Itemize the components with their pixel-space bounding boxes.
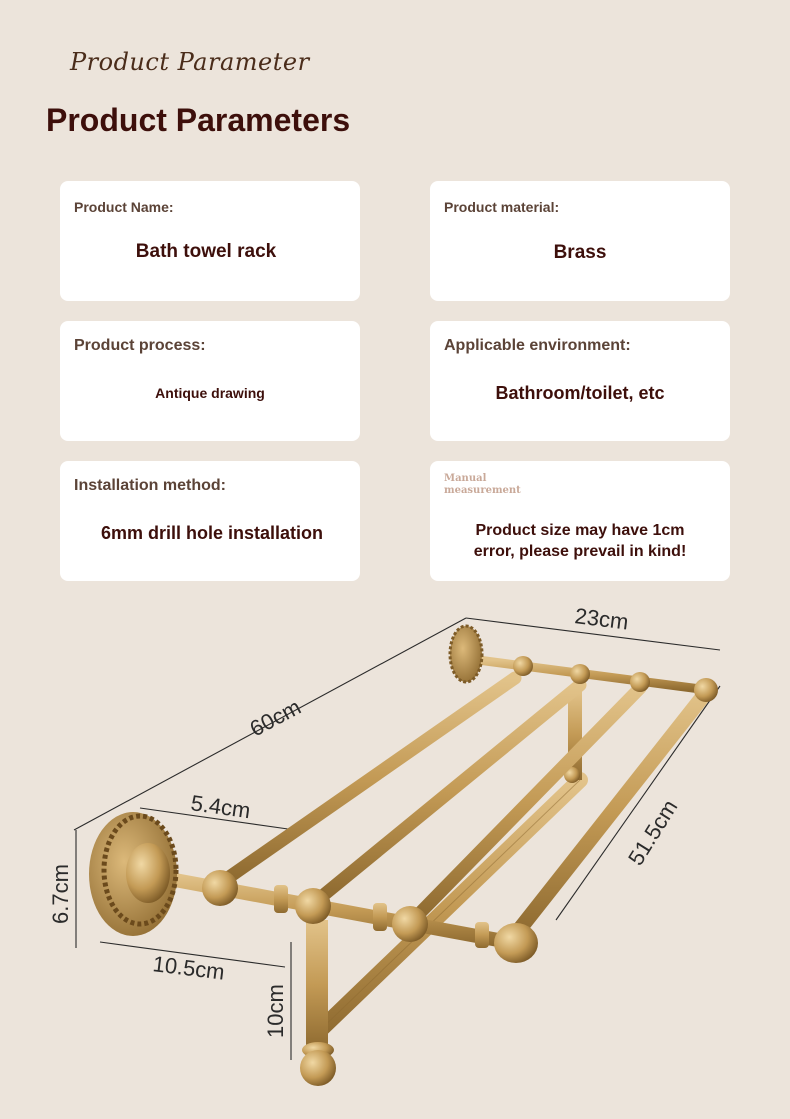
product-name-label: Product Name: bbox=[74, 199, 174, 215]
product-process-label: Product process: bbox=[74, 337, 206, 354]
applicable-environment-card bbox=[430, 321, 730, 441]
dimension-depth: 23cm bbox=[573, 603, 630, 635]
dimension-projection: 10.5cm bbox=[151, 951, 227, 985]
installation-method-label: Installation method: bbox=[74, 477, 226, 494]
applicable-environment-label: Applicable environment: bbox=[444, 337, 631, 354]
product-material-value: Brass bbox=[553, 242, 607, 263]
installation-method-card bbox=[60, 461, 360, 581]
dimension-lower-depth: 51.5cm bbox=[623, 795, 683, 870]
manual-measurement-note-line1: Product size may have 1cm bbox=[475, 522, 685, 539]
product-material-label: Product material: bbox=[444, 199, 560, 215]
product-name-card bbox=[60, 181, 360, 301]
manual-measurement-card bbox=[430, 461, 730, 581]
product-material-card bbox=[430, 181, 730, 301]
installation-method-value: 6mm drill hole installation bbox=[100, 523, 324, 543]
back-wall-plate bbox=[450, 626, 482, 682]
applicable-environment-value: Bathroom/toilet, etc bbox=[495, 383, 665, 403]
dimension-length: 60cm bbox=[245, 694, 305, 742]
manual-measurement-label bbox=[444, 473, 534, 497]
dimension-drop: 10cm bbox=[263, 984, 288, 1038]
product-name-value: Bath towel rack bbox=[135, 241, 277, 262]
manual-measurement-note bbox=[430, 520, 730, 562]
manual-measurement-label-line2: measurement bbox=[444, 485, 521, 496]
product-process-card bbox=[60, 321, 360, 441]
towel-rack-diagram bbox=[0, 590, 790, 1119]
product-process-value: Antique drawing bbox=[155, 385, 265, 401]
dimension-base-height: 6.7cm bbox=[48, 864, 73, 924]
dimension-bar-spacing: 5.4cm bbox=[189, 790, 253, 824]
front-wall-plate bbox=[89, 812, 177, 936]
page-title: Product Parameters bbox=[46, 102, 351, 138]
manual-measurement-label-line1: Manual bbox=[444, 473, 487, 484]
front-leg bbox=[300, 920, 336, 1086]
script-title: Product Parameter bbox=[70, 48, 310, 76]
manual-measurement-note-line2: error, please prevail in kind! bbox=[473, 543, 687, 560]
